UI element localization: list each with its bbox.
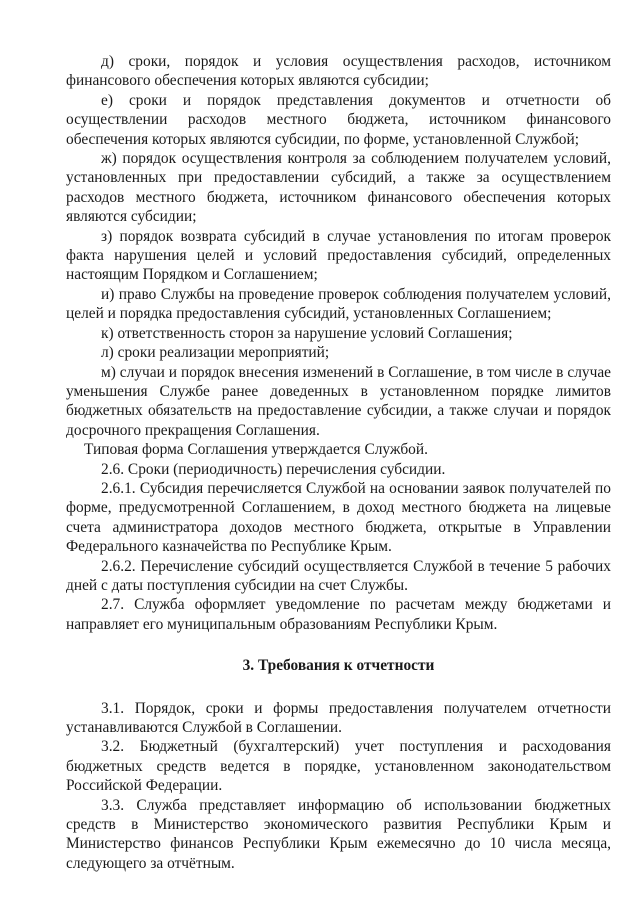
paragraph-3-3: 3.3. Служба представляет информацию об использовании бюджетных средств в Министерство экономического развития Республики Крым и Министерство финансов Республики Крым ежемесячно до 10 числа месяца, следующего за отчётным.: [66, 796, 611, 872]
paragraph-2-7: 2.7. Служба оформляет уведомление по расчетам между бюджетами и направляет его муниципальным образованиям Республики Крым.: [66, 596, 611, 633]
paragraph-m: м) случаи и порядок внесения изменений в Соглашение, в том числе в случае уменьшения Службе ранее доведенных в установленном порядке лимитов бюджетных обязательств на предоставление субсидии, а также случаи и порядок досрочного прекращения Соглашения.: [66, 363, 611, 439]
section-heading: 3. Требования к отчетности: [242, 657, 435, 675]
paragraph-standard-form: Типовая форма Соглашения утверждается Службой.: [84, 441, 428, 459]
paragraph-l: л) сроки реализации мероприятий;: [101, 344, 330, 362]
paragraph-i: и) право Службы на проведение проверок соблюдения получателем условий, целей и порядка предоставления субсидий, установленных Соглашением;: [66, 285, 611, 323]
paragraph-k: к) ответственность сторон за нарушение условий Соглашения;: [101, 324, 513, 342]
paragraph-2-6-1: 2.6.1. Субсидия перечисляется Службой на основании заявок получателей по форме, предусмотренной Соглашением, в доход местного бюджета на лицевые счета администратора доходов местного бюджета, открытые в Управлении Федерального казначейства по Республике Крым.: [66, 479, 611, 556]
paragraph-zh: ж) порядок осуществления контроля за соблюдением получателем условий, установленных при предоставлении субсидий, а также за осуществлением расходов местного бюджета, источником финансового обеспечения которых являются субсидии;: [66, 150, 611, 226]
paragraph-e: е) сроки и порядок представления документов и отчетности об осуществлении расходов местного бюджета, источником финансового обеспечения которых являются субсидии, по форме, установленной Службой;: [66, 91, 611, 148]
paragraph-3-1: 3.1. Порядок, сроки и формы предоставления получателем отчетности устанавливаются Службой в Соглашении.: [66, 699, 611, 736]
paragraph-3-2: 3.2. Бюджетный (бухгалтерский) учет поступления и расходования бюджетных средств ведется в порядке, установленном законодательством Российской Федерации.: [66, 738, 611, 795]
paragraph-2-6: 2.6. Сроки (периодичность) перечисления субсидии.: [101, 460, 446, 478]
paragraph-d: д) сроки, порядок и условия осуществления расходов, источником финансового обеспечения которых являются субсидии;: [66, 53, 611, 90]
paragraph-z: з) порядок возврата субсидий в случае установления по итогам проверок факта нарушения целей и условий предоставления субсидий, определенных настоящим Порядком и Соглашением;: [66, 227, 611, 284]
paragraph-2-6-2: 2.6.2. Перечисление субсидий осуществляется Службой в течение 5 рабочих дней с даты поступления субсидии на счет Службы.: [66, 557, 611, 594]
document-body: [66, 52, 611, 873]
